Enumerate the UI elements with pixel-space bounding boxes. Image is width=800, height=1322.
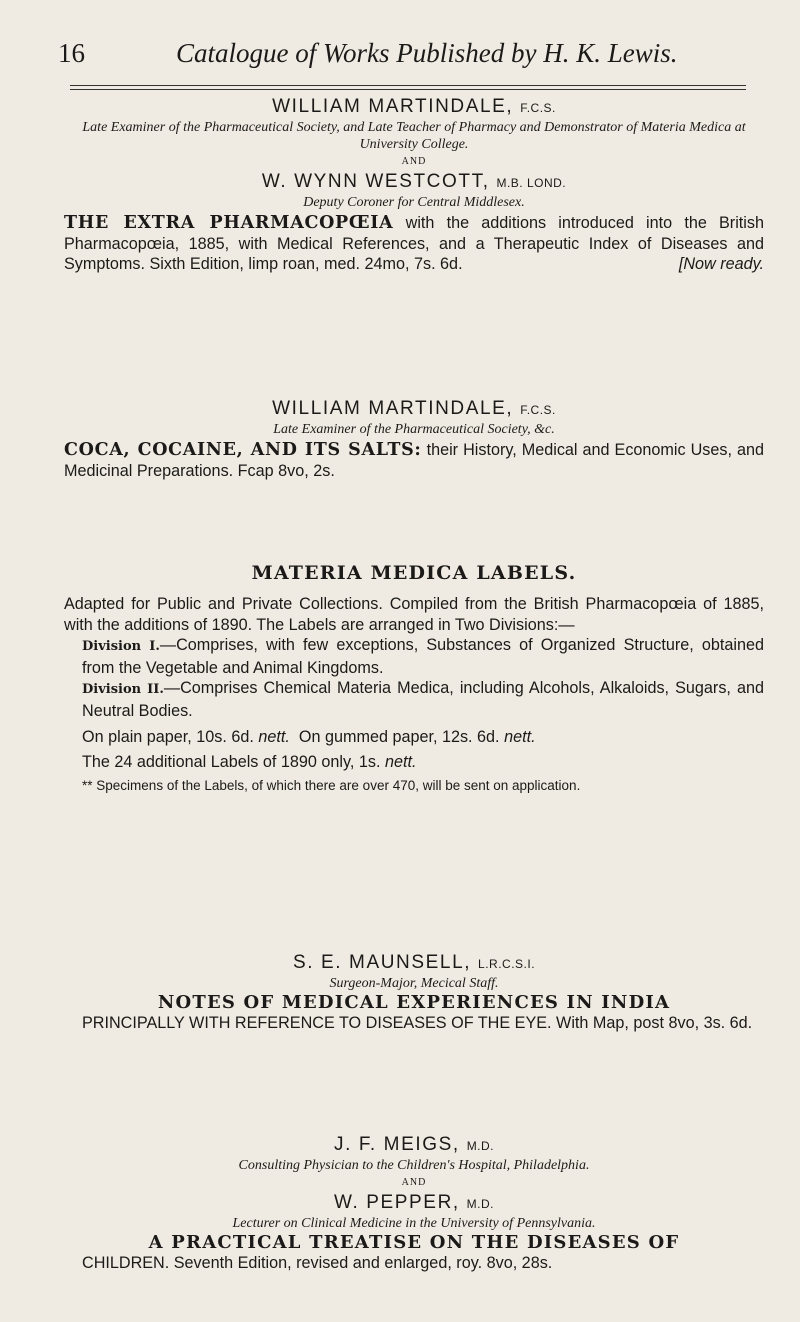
author-name: WILLIAM MARTINDALE, F.C.S. <box>272 96 556 117</box>
entry-description: COCA, COCAINE, AND ITS SALTS: their History, Medical and Economic Uses, and Medicinal Preparations. Fcap 8vo, 2s. <box>64 440 764 480</box>
division-label: Division I. <box>82 639 160 654</box>
entry-diseases-of-children <box>64 1134 764 1274</box>
division-one: Division I.—Comprises, with few exceptions, Substances of Organized Structure, obtained from the Vegetable and Animal Kingdoms. <box>82 636 764 677</box>
book-title: COCA, COCAINE, AND ITS SALTS: <box>64 440 422 460</box>
running-title: Catalogue of Works Published by H. K. Lewis. <box>176 38 678 68</box>
page-number: 16 <box>58 38 85 68</box>
author-affiliation: Deputy Coroner for Central Middlesex. <box>303 195 525 210</box>
book-title: A PRACTICAL TREATISE ON THE DISEASES OF <box>148 1232 680 1253</box>
entry-extra-pharmacopoeia <box>64 96 764 275</box>
price-line: On plain paper, 10s. 6d. nett. On gummed paper, 12s. 6d. nett. <box>82 728 536 746</box>
author-affiliation: Lecturer on Clinical Medicine in the University of Pennsylvania. <box>232 1216 596 1231</box>
entry-description: CHILDREN. Seventh Edition, revised and enlarged, roy. 8vo, 28s. <box>82 1254 553 1272</box>
author-affiliation: Late Examiner of the Pharmaceutical Society, and Late Teacher of Pharmacy and Demonstrator of Materia Medica at University College. <box>82 120 746 152</box>
book-title: THE EXTRA PHARMACOPŒIA <box>64 213 394 233</box>
author-name: W. WYNN WESTCOTT, M.B. LOND. <box>261 171 567 192</box>
specimens-note: *⁠* Specimens of the Labels, of which there are over 470, will be sent on application. <box>82 778 581 793</box>
header-rule-thin <box>70 89 746 90</box>
division-label: Division II. <box>82 682 164 697</box>
entry-description: PRINCIPALLY WITH REFERENCE TO DISEASES OF THE EYE. With Map, post 8vo, 3s. 6d. <box>82 1014 753 1032</box>
entry-description: THE EXTRA PHARMACOPŒIA with the additions introduced into the British Pharmacopœia, 1885, with Medical References, and a Therapeutic Index of Diseases and Symptoms. Sixth Edition, limp roan, med. 24mo, 7s. 6d. [Now ready. <box>64 213 764 273</box>
availability-status: [Now ready. <box>678 255 764 273</box>
author-affiliation: Surgeon-Major, Mecical Staff. <box>329 976 499 991</box>
author-name: W. PEPPER, M.D. <box>333 1192 495 1213</box>
and-separator: AND <box>401 156 427 167</box>
additional-labels: The 24 additional Labels of 1890 only, 1s. nett. <box>82 752 417 771</box>
author-affiliation: Late Examiner of the Pharmaceutical Society, &c. <box>273 422 555 437</box>
header-rule <box>70 85 746 86</box>
entry-materia-medica-labels <box>64 562 764 797</box>
author-name: S. E. MAUNSELL, L.R.C.S.I. <box>292 952 536 973</box>
entry-medical-experiences-india <box>64 952 764 1034</box>
and-separator: AND <box>401 1177 427 1188</box>
author-name: J. F. MEIGS, M.D. <box>333 1134 495 1155</box>
author-affiliation: Consulting Physician to the Children's Hospital, Philadelphia. <box>238 1158 590 1173</box>
book-title: NOTES OF MEDICAL EXPERIENCES IN INDIA <box>157 992 671 1013</box>
division-two: Division II.—Comprises Chemical Materia Medica, including Alcohols, Alkaloids, Sugars, and Neutral Bodies. <box>82 679 764 720</box>
page-header <box>58 38 758 78</box>
entry-intro: Adapted for Public and Private Collections. Compiled from the British Pharmacopœia of 1885, with the additions of 1890. The Labels are arranged in Two Divisions:— <box>64 595 764 634</box>
author-name: WILLIAM MARTINDALE, F.C.S. <box>272 398 556 419</box>
asterism: *⁠* <box>82 778 93 793</box>
section-heading: MATERIA MEDICA LABELS. <box>251 562 577 584</box>
entry-coca <box>64 398 764 481</box>
